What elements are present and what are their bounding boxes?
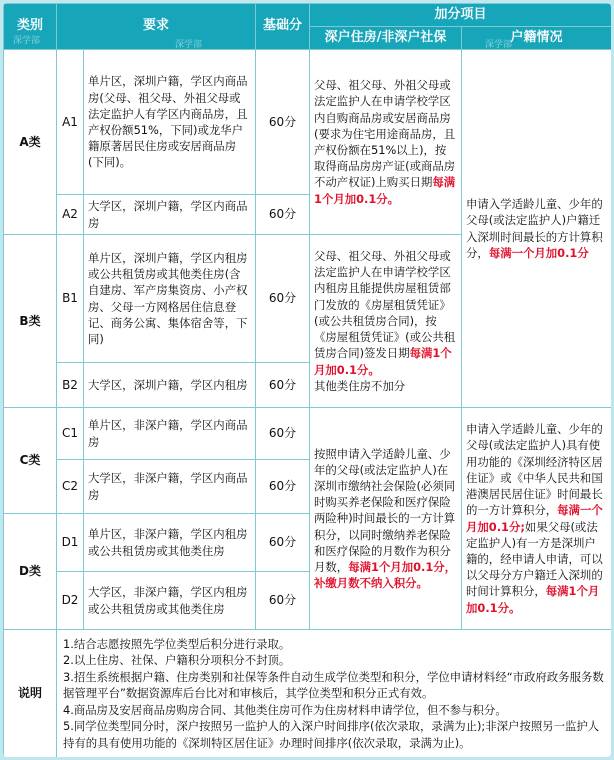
table-row-c1 — [4, 408, 612, 460]
bonus-social-cd — [310, 408, 462, 630]
header-bonus-items: 加分项目 — [310, 4, 611, 27]
score-b2: 60分 — [256, 363, 310, 408]
category-b: B类 — [4, 235, 57, 408]
bonus-hukou-cd-text-1: 申请入学适龄儿童、少年的父母(或法定监护人)具有使用功能的《深圳经济特区居住证》或《中华人民共和国港澳居民居住证》时间最长的一方计算积分， — [466, 422, 603, 518]
requirement-d2: 大学区，非深户籍，学区内租房或公共租赁房或其他类住房 — [84, 572, 256, 630]
notes-label: 说明 — [4, 630, 57, 758]
note-item-3: 3.招生系统根据户籍、住房类别和社保等条件自动生成学位类型和积分，学位申请材料经“市政府政务服务数据管理平台”数据资源库后台比对和审核后，其学位类型和积分正式有效。 — [63, 669, 604, 701]
admission-score-table-frame — [3, 3, 611, 757]
score-a2: 60分 — [256, 195, 310, 235]
note-item-4: 4.商品房及安居商品房购房合同、其他类住房可作为住房材料申请学位，但不参与积分。 — [63, 702, 507, 717]
requirement-b2: 大学区，深圳户籍，学区内租房 — [84, 363, 256, 408]
subcategory-c1: C1 — [57, 408, 84, 460]
requirement-c2: 大学区，非深户籍，学区内商品房 — [84, 460, 256, 514]
note-item-5: 5.同学位类型同分时，深户按照另一监护人的入深户时间排序(依次录取，录满为止);非深户按照另一监护人持有的具有使用功能的《深圳特区居住证》办理时间排序(依次录取，录满为止)。 — [63, 719, 600, 750]
bonus-housing-b — [310, 235, 462, 408]
watermark: 深学部 — [13, 36, 41, 46]
subcategory-a2: A2 — [57, 195, 84, 235]
watermark: 深学部 — [175, 40, 203, 50]
bonus-housing-a-highlight: 每满1个月加0.1分。 — [314, 175, 456, 206]
subcategory-c2: C2 — [57, 460, 84, 514]
watermark: 深学部 — [485, 40, 513, 50]
subcategory-b1: B1 — [57, 235, 84, 363]
bonus-hukou-cd-highlight-2: 每满1个月加0.1分。 — [466, 584, 600, 615]
score-c2: 60分 — [256, 460, 310, 514]
bonus-hukou-cd-highlight-1: 每满一个月加0.1分; — [466, 503, 603, 534]
requirement-a1: 单片区，深圳户籍，学区内商品房(父母、祖父母、外祖父母或法定监护人有学区内商品房，且产权份额51%，下同)或龙华户籍原著居民住房或安居商品房(下同)。 — [84, 50, 256, 195]
bonus-social-cd-highlight: 每满1个月加0.1分，补缴月数不纳入积分。 — [314, 560, 457, 591]
header-housing-social: 深户住房/非深户社保 — [310, 27, 462, 50]
header-base-score: 基础分 — [256, 4, 310, 50]
requirement-b1: 单片区，深圳户籍，学区内租房或公共租赁房或其他类住房(含自建房、军产房集资房、小产权房、父母一方网格居住信息登记、商务公寓、集体宿舍等，下同) — [84, 235, 256, 363]
header-requirement: 要求 — [57, 4, 256, 50]
requirement-d1: 单片区，非深户籍，学区内租房或公共租赁房或其他类住房 — [84, 514, 256, 572]
bonus-housing-a — [310, 50, 462, 235]
bonus-housing-b-text: 父母、祖父母、外祖父母或法定监护人在申请学校学区内租房且能提供房屋租赁部门发放的《房屋租赁凭证》(或公共租赁房合同)，按《房屋租赁凭证》(或公共租赁房合同)签发日期 — [314, 249, 456, 361]
header-hukou-status: 户籍情况 — [462, 27, 611, 50]
score-d2: 60分 — [256, 572, 310, 630]
category-a: A类 — [4, 50, 57, 235]
subcategory-d2: D2 — [57, 572, 84, 630]
bonus-hukou-ab — [462, 50, 611, 408]
bonus-housing-b-tail: 其他类住房不加分 — [314, 378, 406, 393]
subcategory-d1: D1 — [57, 514, 84, 572]
subcategory-b2: B2 — [57, 363, 84, 408]
score-a1: 60分 — [256, 50, 310, 195]
table-row-a1 — [4, 50, 612, 195]
admission-score-table — [3, 3, 611, 757]
score-b1: 60分 — [256, 235, 310, 363]
table-row-notes — [4, 630, 612, 758]
requirement-a2: 大学区，深圳户籍，学区内商品房 — [84, 195, 256, 235]
note-item-2: 2.以上住房、社保、户籍积分项积分不封顶。 — [63, 653, 291, 668]
subcategory-a1: A1 — [57, 50, 84, 195]
category-d: D类 — [4, 514, 57, 630]
bonus-hukou-cd-text-2: 如果父母(或法定监护人)有一方是深圳户籍的，经申请人申请，可以以父母分方户籍迁入深圳的时间计算积分， — [466, 519, 603, 599]
bonus-hukou-ab-text: 申请入学适龄儿童、少年的父母(或法定监护人)户籍迁入深圳时间最长的方计算积分， — [466, 197, 603, 260]
score-c1: 60分 — [256, 408, 310, 460]
score-d1: 60分 — [256, 514, 310, 572]
notes-content — [57, 630, 612, 758]
category-c: C类 — [4, 408, 57, 514]
requirement-c1: 单片区，非深户籍，学区内商品房 — [84, 408, 256, 460]
bonus-housing-b-highlight: 每满1个月加0.1分。 — [314, 346, 452, 377]
bonus-housing-a-text: 父母、祖父母、外祖父母或法定监护人在申请学校学区内自购商品房或安居商品房(要求为住宅用途商品房，且产权份额在51%以上)，按取得商品房房产证(或商品房不动产权证)上购买日期 — [314, 78, 456, 190]
header-row-1 — [4, 4, 612, 27]
note-item-1: 1.结合志愿按照先学位类型后积分进行录取。 — [63, 636, 291, 651]
header-category: 类别 — [4, 4, 57, 50]
bonus-hukou-ab-highlight: 每满一个月加0.1分 — [488, 245, 589, 260]
bonus-hukou-cd — [462, 408, 611, 630]
bonus-social-cd-text: 按照申请入学适龄儿童、少年的父母(或法定监护人)在深圳市缴纳社会保险(必须同时购买养老保险和医疗保险两险种)时间最长的一方计算积分，以同时缴纳养老保险和医疗保险的月数作为积分月数， — [314, 446, 456, 574]
